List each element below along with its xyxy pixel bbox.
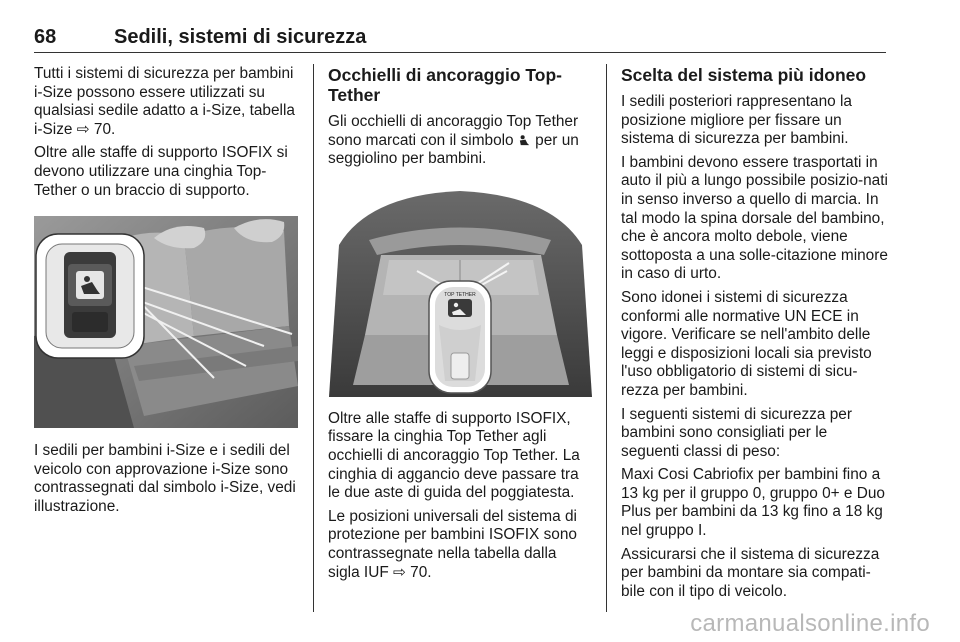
watermark: carmanualsonline.info	[690, 610, 930, 637]
column-1	[34, 65, 300, 522]
section-heading: Scelta del sistema più idoneo	[621, 65, 867, 85]
column-3	[621, 65, 889, 606]
paragraph: Gli occhielli di ancoraggio Top Tether sono marcati con il simbolo per un seggiolino per bambini.	[328, 113, 579, 168]
column-2	[328, 65, 592, 587]
figure-isize-seat	[34, 216, 298, 428]
paragraph: Le posizioni universali del sistema di protezione per bambini ISOFIX sono contrassegnate nella tabella dalla sigla IUF ⇨ 70.	[328, 507, 577, 581]
page-header	[34, 26, 886, 53]
child-seat-icon	[518, 134, 531, 147]
page-number: 68	[34, 26, 57, 48]
column-divider	[606, 64, 607, 612]
paragraph: Oltre alle staffe di supporto ISOFIX si devono utilizzare una cinghia Top-Tether o un braccio di supporto.	[34, 144, 288, 199]
paragraph: I bambini devono essere trasportati in auto il più a lungo possibile posizio-nati in senso inverso a quello di marcia. In tal modo la spina dorsale del bambino, che è ancora molto debole, viene sottoposta a una solle-citazione minore in caso di urto.	[621, 153, 888, 283]
paragraph: Assicurarsi che il sistema di sicurezza per bambini da montare sia compati-bile con il tipo di veicolo.	[621, 545, 880, 600]
page-title: Sedili, sistemi di sicurezza	[114, 26, 367, 48]
paragraph: I sedili posteriori rappresentano la posizione migliore per fissare un sistema di sicurezza per bambini.	[621, 93, 852, 148]
section-heading: Occhielli di ancoraggio Top-Tether	[328, 65, 563, 105]
paragraph: Tutti i sistemi di sicurezza per bambini i-Size possono essere utilizzati su qualsiasi sedile adatto a i-Size, tabella i-Size ⇨ 70.	[34, 65, 295, 138]
paragraph: I seguenti sistemi di sicurezza per bambini sono consigliati per le seguenti classi di peso:	[621, 405, 852, 460]
paragraph: Oltre alle staffe di supporto ISOFIX, fissare la cinghia Top Tether agli occhielli di ancoraggio Top Tether. La cinghia di aggancio deve passare tra le due aste di guida del poggiatesta.	[328, 409, 580, 502]
figure-trunk-top-tether	[329, 185, 592, 397]
seat-illustration	[34, 216, 298, 428]
paragraph: Sono idonei i sistemi di sicurezza conformi alle normative UN ECE in vigore. Verificare se nell'ambito delle leggi e disposizioni locali sia previsto l'uso obbligatorio di sistemi di sicu-rezza per bambini.	[621, 288, 872, 399]
figure-label: TOP TETHER	[444, 291, 476, 298]
paragraph: Maxi Cosi Cabriofix per bambini fino a 13 kg per il gruppo 0, gruppo 0+ e Duo Plus per bambini da 13 kg fino a 18 kg nel gruppo I.	[621, 466, 885, 540]
column-divider	[313, 64, 314, 612]
trunk-illustration	[329, 185, 592, 397]
paragraph: I sedili per bambini i-Size e i sedili del veicolo con approvazione i-Size sono contrassegnati dal simbolo i-Size, vedi illustrazione.	[34, 442, 296, 515]
